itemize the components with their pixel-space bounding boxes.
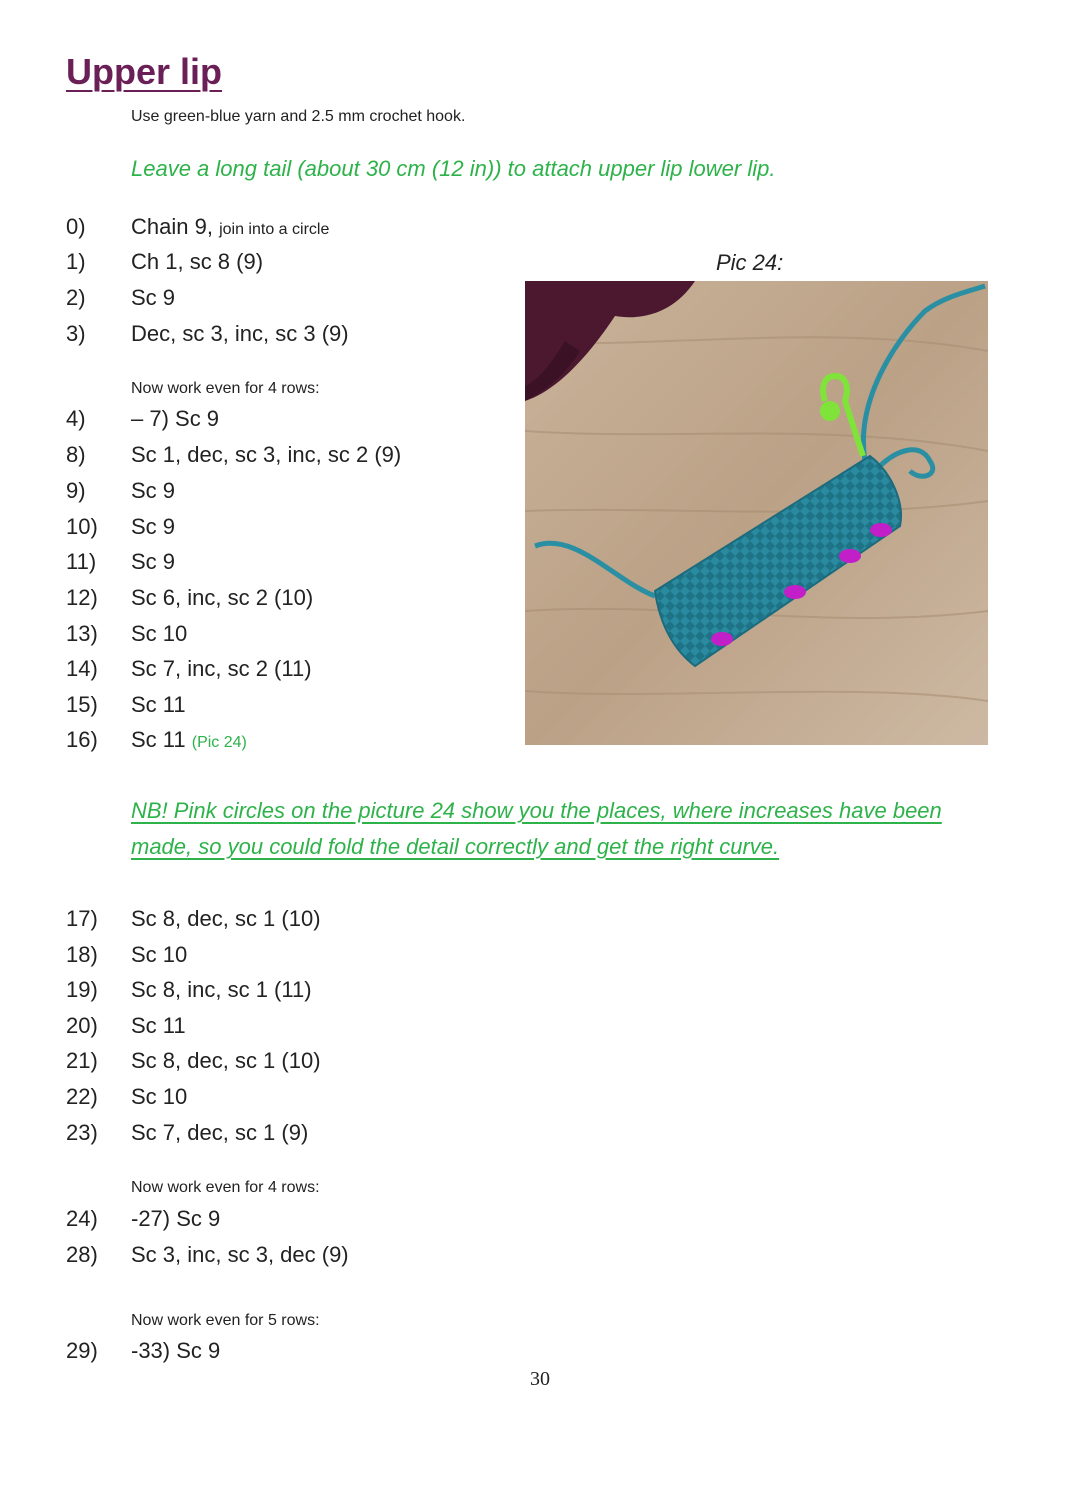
row-instruction: Sc 9 bbox=[131, 549, 176, 574]
nb-note: NB! Pink circles on the picture 24 show you the places, where increases have been made, so you could fold the detail correctly and get the right curve. bbox=[131, 798, 942, 859]
page-title: Upper lip bbox=[66, 51, 223, 92]
row-number: 20) bbox=[66, 1013, 98, 1038]
row-number: 10) bbox=[66, 514, 98, 539]
row-instruction: Sc 11 bbox=[131, 727, 186, 752]
row-number: 8) bbox=[66, 442, 86, 467]
even-rows-note: Now work even for 4 rows: bbox=[131, 1179, 320, 1196]
row-instruction: Sc 6, inc, sc 2 (10) bbox=[131, 585, 314, 610]
row-number: 3) bbox=[66, 321, 86, 346]
crochet-photo bbox=[525, 281, 988, 745]
row-number: 9) bbox=[66, 478, 86, 503]
row-number: 13) bbox=[66, 621, 98, 646]
row-instruction: Sc 8, inc, sc 1 (11) bbox=[131, 977, 312, 1002]
row-instruction: Sc 9 bbox=[131, 285, 176, 310]
even-rows-note: Now work even for 5 rows: bbox=[131, 1312, 320, 1329]
row-number: 19) bbox=[66, 977, 98, 1002]
row-instruction: Chain 9, bbox=[131, 214, 213, 239]
row-number: 22) bbox=[66, 1084, 98, 1109]
row-instruction: Sc 11 bbox=[131, 692, 186, 717]
row-instruction: Sc 9 bbox=[131, 514, 176, 539]
row-number: 4) bbox=[66, 406, 86, 431]
row-number: 0) bbox=[66, 214, 86, 239]
picture-caption: Pic 24: bbox=[716, 250, 784, 275]
row-instruction: Ch 1, sc 8 (9) bbox=[131, 249, 264, 274]
row-number: 16) bbox=[66, 727, 98, 752]
row-number: 24) bbox=[66, 1206, 98, 1231]
row-instruction: Sc 9 bbox=[131, 478, 176, 503]
row-number: 23) bbox=[66, 1120, 98, 1145]
row-number: 11) bbox=[66, 549, 97, 574]
row-instruction: -33) Sc 9 bbox=[131, 1338, 221, 1363]
row-instruction: -27) Sc 9 bbox=[131, 1206, 221, 1231]
row-number: 1) bbox=[66, 249, 86, 274]
row-number: 2) bbox=[66, 285, 86, 310]
row-instruction: Sc 8, dec, sc 1 (10) bbox=[131, 1048, 321, 1073]
row-instruction: Sc 7, dec, sc 1 (9) bbox=[131, 1120, 309, 1145]
row-number: 18) bbox=[66, 942, 98, 967]
row-number: 17) bbox=[66, 906, 98, 931]
row-instruction: Sc 1, dec, sc 3, inc, sc 2 (9) bbox=[131, 442, 402, 467]
row-number: 28) bbox=[66, 1242, 98, 1267]
row-instruction: Sc 8, dec, sc 1 (10) bbox=[131, 906, 321, 931]
row-instruction: Sc 7, inc, sc 2 (11) bbox=[131, 656, 312, 681]
row-instruction: Sc 10 bbox=[131, 621, 188, 646]
row-instruction: – 7) Sc 9 bbox=[131, 406, 220, 431]
row-instruction: Sc 10 bbox=[131, 942, 188, 967]
page-number: 30 bbox=[530, 1368, 550, 1390]
row-instruction: Sc 3, inc, sc 3, dec (9) bbox=[131, 1242, 349, 1267]
row-number: 15) bbox=[66, 692, 98, 717]
row-number: 29) bbox=[66, 1338, 98, 1363]
row-sub-instruction: join into a circle bbox=[219, 221, 330, 238]
row-number: 21) bbox=[66, 1048, 98, 1073]
row-number: 12) bbox=[66, 585, 98, 610]
even-rows-note: Now work even for 4 rows: bbox=[131, 380, 320, 397]
tail-note: Leave a long tail (about 30 cm (12 in)) to attach upper lip lower lip. bbox=[131, 156, 776, 181]
intro-text: Use green-blue yarn and 2.5 mm crochet hook. bbox=[131, 108, 466, 125]
row-number: 14) bbox=[66, 656, 98, 681]
pic-reference: (Pic 24) bbox=[191, 734, 247, 751]
row-instruction: Sc 11 bbox=[131, 1013, 186, 1038]
row-instruction: Sc 10 bbox=[131, 1084, 188, 1109]
row-instruction: Dec, sc 3, inc, sc 3 (9) bbox=[131, 321, 349, 346]
